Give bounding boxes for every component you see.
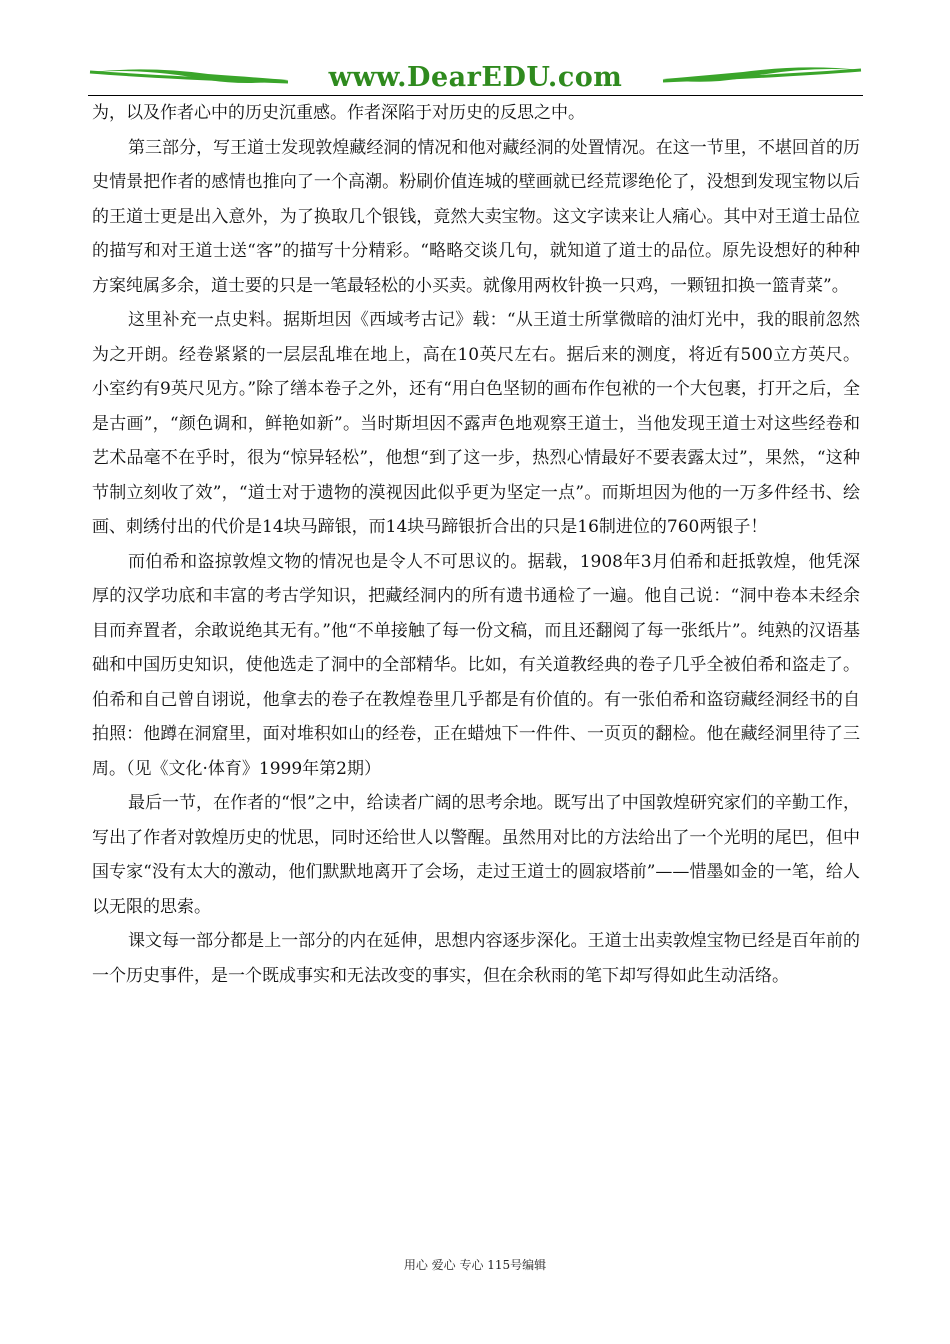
article-body	[92, 96, 860, 993]
site-name-logo: www.DearEDU.com	[328, 62, 623, 93]
paragraph: 最后一节，在作者的“恨”之中，给读者广阔的思考余地。既写出了中国敦煌研究家们的辛勤工作，写出了作者对敦煌历史的忧思，同时还给世人以警醒。虽然用对比的方法给出了一个光明的尾巴，但中国专家“没有太大的激动，他们默默地离开了会场，走过王道士的圆寂塔前”——惜墨如金的一笔，给人以无限的思索。	[92, 793, 860, 917]
site-header	[88, 58, 863, 98]
paragraph: 而伯希和盗掠敦煌文物的情况也是令人不可思议的。据载，1908年3月伯希和赶抵敦煌，他凭深厚的汉学功底和丰富的考古学知识，把藏经洞内的所有遗书通检了一遍。他自己说：“洞中卷本未经余目而弃置者，余敢说绝其无有。”他“不单接触了每一份文稿，而且还翻阅了每一张纸片”。纯熟的汉语基础和中国历史知识，使他选走了洞中的全部精华。比如，有关道教经典的卷子几乎全被伯希和盗走了。伯希和自己曾自诩说，他拿去的卷子在教煌卷里几乎都是有价值的。有一张伯希和盗窃藏经洞经书的自拍照：他蹲在洞窟里，面对堆积如山的经卷，正在蜡烛下一件件、一页页的翻检。他在藏经洞里待了三周。（见《文化·体育》1999年第2期）	[92, 551, 860, 779]
paragraph: 第三部分，写王道士发现敦煌藏经洞的情况和他对藏经洞的处置情况。在这一节里，不堪回首的历史情景把作者的感情也推向了一个高潮。粉刷价值连城的壁画就已经荒谬绝伦了，没想到发现宝物以后的王道士更是出入意外，为了换取几个银钱，竟然大卖宝物。这文字读来让人痛心。其中对王道士品位的描写和对王道士送“客”的描写十分精彩。“略略交谈几句，就知道了道士的品位。原先设想好的种种方案纯属多余，道士要的只是一笔最轻松的小买卖。就像用两枚针换一只鸡，一颗钮扣换一篮青菜”。	[92, 137, 860, 296]
paragraph-continuation: 为，以及作者心中的历史沉重感。作者深陷于对历史的反思之中。	[92, 103, 585, 123]
paragraph: 这里补充一点史料。据斯坦因《西域考古记》载：“从王道士所掌微暗的油灯光中，我的眼前忽然为之开朗。经卷紧紧的一层层乱堆在地上，高在10英尺左右。据后来的测度，将近有500立方英尺。小室约有9英尺见方。”除了缮本卷子之外，还有“用白色坚韧的画布作包袱的一个大包裹，打开之后，全是古画”，“颜色调和，鲜艳如新”。当时斯坦因不露声色地观察王道士，当他发现王道士对这些经卷和艺术品毫不在乎时，很为“惊异轻松”，他想“到了这一步，热烈心情最好不要表露太过”，果然，“这种节制立刻收了效”，“道士对于遗物的漠视因此似乎更为坚定一点”。而斯坦因为他的一万多件经书、绘画、刺绣付出的代价是14块马蹄银，而14块马蹄银折合出的只是16制进位的760两银子！	[92, 310, 860, 537]
paragraph: 课文每一部分都是上一部分的内在延伸，思想内容逐步深化。王道士出卖敦煌宝物已经是百年前的一个历史事件，是一个既成事实和无法改变的事实，但在余秋雨的笔下却写得如此生动活络。	[92, 931, 860, 986]
page-footer: 用心 爱心 专心 115号编辑	[403, 1258, 547, 1272]
